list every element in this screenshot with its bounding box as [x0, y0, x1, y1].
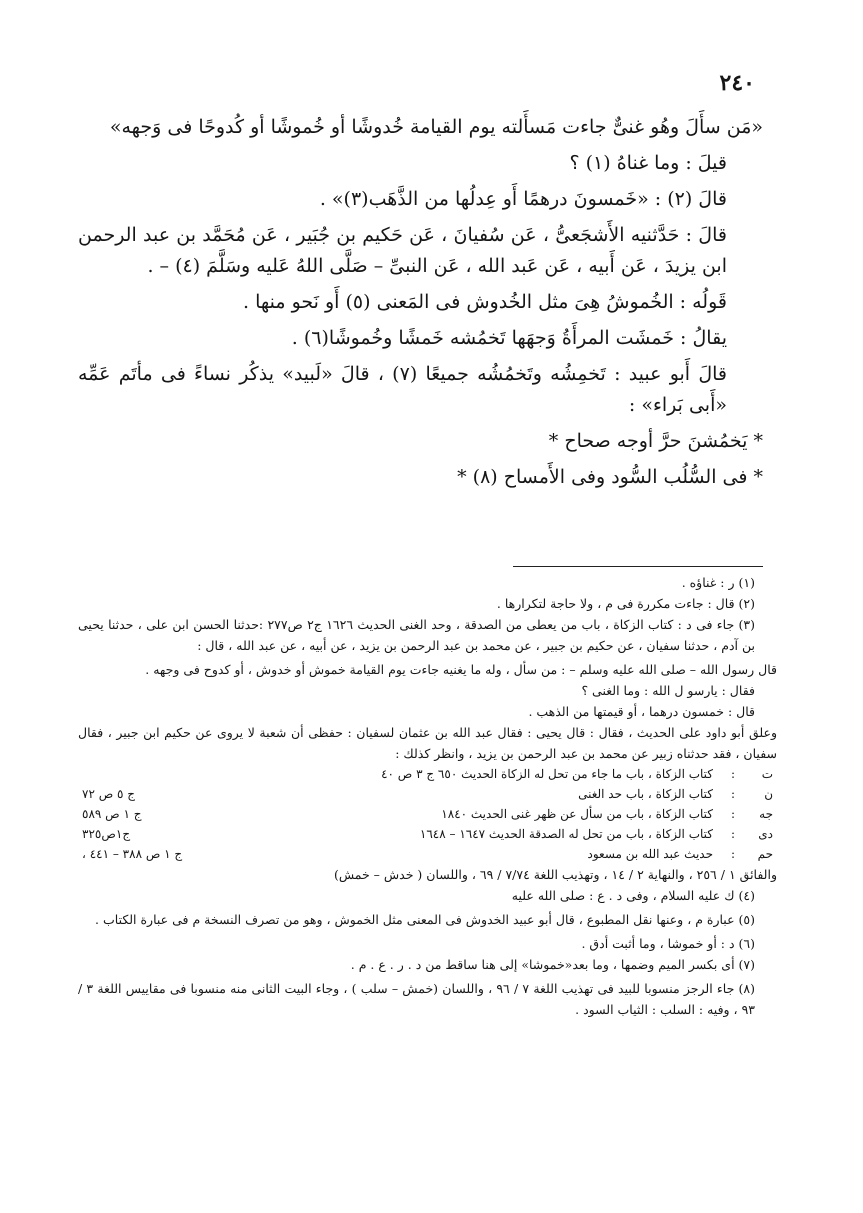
usage-paragraph: يقالُ : خَمشَت المرأَةُ وَجهَها تَخمُشه خَمشًا وخُموشًا(٦) .	[291, 327, 727, 349]
reference-location: ج ١ ص ٥٨٩	[82, 807, 142, 821]
footnote-divider	[513, 566, 763, 567]
footnote-3-quote-2: فقال : يارسو ل الله : وما الغنى ؟	[581, 683, 755, 698]
reference-text: كتاب الزكاة ، باب حد الغنى	[578, 787, 713, 801]
reference-key: حم	[757, 847, 773, 861]
footnote-1: (١) ر : غناؤه .	[681, 575, 755, 590]
reference-row: جه : كتاب الزكاة ، باب من سأل عن ظهر غنى الحديث ١٨٤٠ ج ١ ص ٥٨٩	[78, 804, 777, 824]
footnote-8: (٨) جاء الرجز منسوبا للبيد فى تهذيب اللغة ٧ / ٩٦ ، واللسان (خمش – سلب ) ، وجاء البيت الثانى منه منسوبا فى مقاييس اللغة ٣ / ٩٣ ، وفيه : السلب : الثياب السود .	[78, 981, 755, 1017]
reference-row: دى : كتاب الزكاة ، باب من تحل له الصدقة الحديث ١٦٤٧ – ١٦٤٨ ج١ص٣٢٥	[78, 824, 777, 844]
reference-key: دى	[758, 827, 773, 841]
reference-text: كتاب الزكاة ، باب من تحل له الصدقة الحديث ١٦٤٧ – ١٦٤٨	[419, 827, 713, 841]
footnote-6: (٦) د : أو خموشا ، وما أثبت أدق .	[581, 936, 755, 951]
answer-line: قالَ (٢) : «خَمسونَ درهمًا أَو عِدلُها من الذَّهَب(٣)» .	[319, 188, 727, 210]
reference-row: حم : حديث عبد الله بن مسعود ج ١ ص ٣٨٨ – ٤٤١ ،	[78, 844, 777, 864]
footnote-4: (٤) ك عليه السلام ، وفى د . ع : صلى الله عليه	[511, 888, 755, 903]
question-line: قيلَ : وما غناهُ (١) ؟	[569, 152, 727, 174]
reference-location: ج ١ ص ٣٨٨ – ٤٤١ ،	[82, 847, 183, 861]
reference-table	[78, 764, 777, 864]
main-text	[78, 112, 763, 498]
footnote-3-quote-1: قال رسول الله – صلى الله عليه وسلم – : من سأل ، وله ما يغنيه جاءت يوم القيامة خموش أو خدوش ، أو كدوح فى وجهه .	[145, 662, 777, 677]
reference-text: كتاب الزكاة ، باب ما جاء من تحل له الزكاة الحديث ٦٥٠ ج ٣ ص ٤٠	[381, 767, 713, 781]
reference-key: ن	[764, 787, 773, 801]
reference-location: ج ٥ ص ٧٢	[82, 787, 136, 801]
footnote-2: (٢) قال : جاءت مكررة فى م ، ولا حاجة لتكرارها .	[496, 596, 755, 611]
footnote-3-tail: والفائق ١ / ٢٥٦ ، والنهاية ٢ / ١٤ ، وتهذيب اللغة ٧/٧٤ / ٦٩ ، واللسان ( خدش – خمش)	[333, 867, 777, 882]
verse-line-1: * يَخمُشنَ حرَّ أوجه صحاح *	[548, 430, 763, 452]
reference-text: كتاب الزكاة ، باب من سأل عن ظهر غنى الحديث ١٨٤٠	[441, 807, 713, 821]
footnote-3: (٣) جاء فى د : كتاب الزكاة ، باب من يعطى من الصدقة ، وحد الغنى الحديث ١٦٢٦ ج٢ ص٢٧٧ :حدثنا الحسن ابن على ، حدثنا يحيى بن آدم ، حدثنا سفيان ، عن حكيم بن جبير ، عن محمد بن عبد الرحمن بن يزيد ، عن أبيه ، عن عبد الله ، قال :	[78, 617, 756, 653]
reference-location	[78, 764, 232, 784]
reference-text: حديث عبد الله بن مسعود	[587, 847, 713, 861]
footnote-7: (٧) أى بكسر الميم وضمها ، وما بعد«خموشا» إلى هنا ساقط من د . ر . ع . م .	[350, 957, 755, 972]
reference-row: ن : كتاب الزكاة ، باب حد الغنى ج ٥ ص ٧٢	[78, 784, 777, 804]
footnote-3-commentary: وعلق أبو داود على الحديث ، فقال : قال يحيى : فقال عبد الله بن عثمان لسفيان : حفظى أن شعبة لا يروى عن حكيم ابن جبير ، فقال سفيان ، فقد حدثناه زبير عن محمد بن عبد الرحمن بن يزيد ، وانظر كذلك :	[78, 725, 777, 761]
page-number: ٢٤٠	[719, 70, 755, 96]
abu-ubaid-paragraph: قالَ أَبو عبيد : تَخمِشُه وتَخمُشُه جميعًا (٧) ، قالَ «لَبيد» يذكُر نساءً فى مأتَم عَمِّه «أَبى بَراء» :	[78, 363, 727, 416]
footnote-3-quote-3: قال : خمسون درهما ، أو قيمتها من الذهب .	[528, 704, 755, 719]
footnote-5: (٥) عبارة م ، وعنها نقل المطبوع ، قال أبو عبيد الخدوش فى المعنى مثل الخموش ، وهو من تصرف النسخة م فى عبارة الكتاب .	[95, 912, 755, 927]
hadith-quote: «مَن سأَلَ وهُو غنىٌّ جاءت مَسأَلته يوم القيامة خُدوشًا أو خُموشًا أو كُدوحًا فى وَجهه»	[109, 116, 763, 138]
footnotes	[78, 572, 777, 1020]
explanation-paragraph: قَولُه : الخُموشُ هِىَ مثل الخُدوش فى المَعنى (٥) أَو نَحو منها .	[243, 291, 727, 313]
reference-location: ج١ص٣٢٥	[82, 827, 131, 841]
reference-row: ت : كتاب الزكاة ، باب ما جاء من تحل له الزكاة الحديث ٦٥٠ ج ٣ ص ٤٠	[78, 764, 777, 784]
reference-key: جه	[759, 807, 773, 821]
isnad-paragraph: قالَ : حَدَّثنيه الأَشجَعىُّ ، عَن سُفيانَ ، عَن حَكيم بن جُبَير ، عَن مُحَمَّد بن عبد الرحمن ابن يزيدَ ، عَن أَبيه ، عَن عَبد الله ، عَن النبىِّ – صَلَّى اللهُ عَليه وسَلَّمَ (٤) – .	[78, 224, 727, 277]
verse-line-2: * فى السُّلُب السُّود وفى الأَمساح (٨) *	[457, 466, 763, 488]
reference-key: ت	[761, 767, 773, 781]
